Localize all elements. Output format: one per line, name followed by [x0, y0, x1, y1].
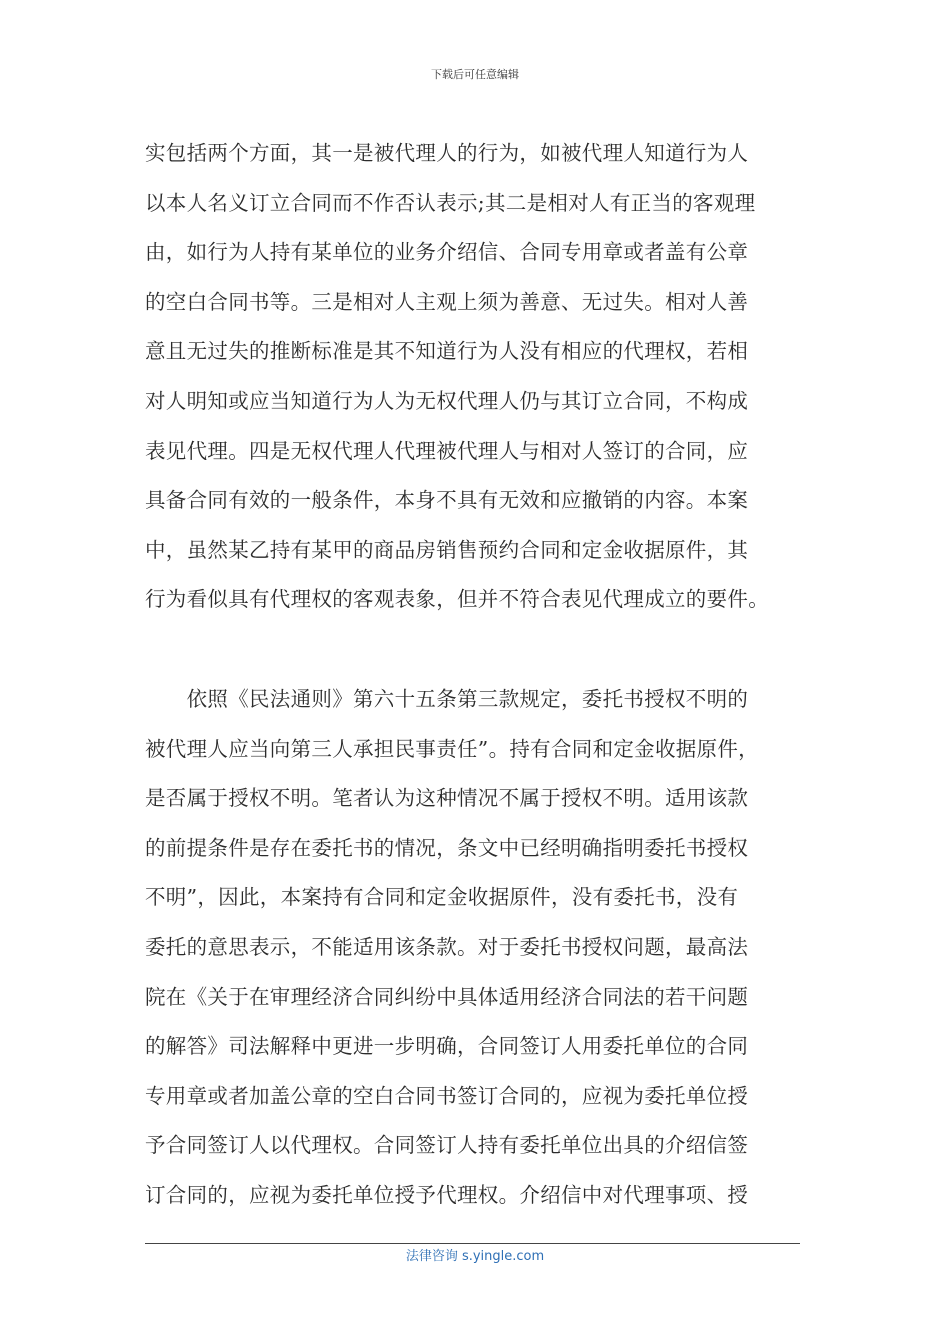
text-line: 意且无过失的推断标准是其不知道行为人没有相应的代理权，若相	[145, 339, 749, 364]
text-line: 的空白合同书等。三是相对人主观上须为善意、无过失。相对人善	[145, 289, 749, 314]
text-line: 委托的意思表示，不能适用该条款。对于委托书授权问题，最高法	[145, 934, 749, 959]
page-header: 下载后可任意编辑	[431, 68, 519, 81]
text-line: 表见代理。四是无权代理人代理被代理人与相对人签订的合同，应	[145, 438, 749, 463]
text-line: 行为看似具有代理权的客观表象，但并不符合表见代理成立的要件。	[145, 587, 769, 612]
text-line: 以本人名义订立合同而不作否认表示;其二是相对人有正当的客观理	[145, 190, 756, 215]
text-line: 由，如行为人持有某单位的业务介绍信、合同专用章或者盖有公章	[145, 240, 749, 265]
text-line: 的前提条件是存在委托书的情况，条文中已经明确指明委托书授权	[145, 835, 749, 860]
text-line: 实包括两个方面，其一是被代理人的行为，如被代理人知道行为人	[145, 141, 749, 165]
text-line: 订合同的，应视为委托单位授予代理权。介绍信中对代理事项、授	[145, 1182, 749, 1207]
footer-divider	[145, 1243, 800, 1244]
text-line: 院在《关于在审理经济合同纠纷中具体适用经济合同法的若干问题	[145, 984, 749, 1009]
text-line: 是否属于授权不明。笔者认为这种情况不属于授权不明。适用该款	[145, 786, 749, 811]
text-line: 被代理人应当向第三人承担民事责任”。持有合同和定金收据原件，	[145, 736, 759, 761]
text-line: 依照《民法通则》第六十五条第三款规定，委托书授权不明的	[145, 687, 749, 711]
paragraph-2	[145, 675, 805, 1221]
text-line: 对人明知或应当知道行为人为无权代理人仍与其订立合同，不构成	[145, 388, 749, 413]
text-line: 予合同签订人以代理权。合同签订人持有委托单位出具的介绍信签	[145, 1133, 749, 1158]
text-line: 的解答》司法解释中更进一步明确，合同签订人用委托单位的合同	[145, 1034, 749, 1059]
text-line: 中，虽然某乙持有某甲的商品房销售预约合同和定金收据原件，其	[145, 537, 749, 562]
text-line: 不明”，因此，本案持有合同和定金收据原件，没有委托书，没有	[145, 885, 739, 910]
paragraph-1	[145, 129, 805, 625]
text-line: 具备合同有效的一般条件，本身不具有无效和应撤销的内容。本案	[145, 488, 749, 513]
footer-link[interactable]: 法律咨询 s.yingle.com	[405, 1249, 545, 1264]
text-line: 专用章或者加盖公章的空白合同书签订合同的，应视为委托单位授	[145, 1083, 749, 1108]
